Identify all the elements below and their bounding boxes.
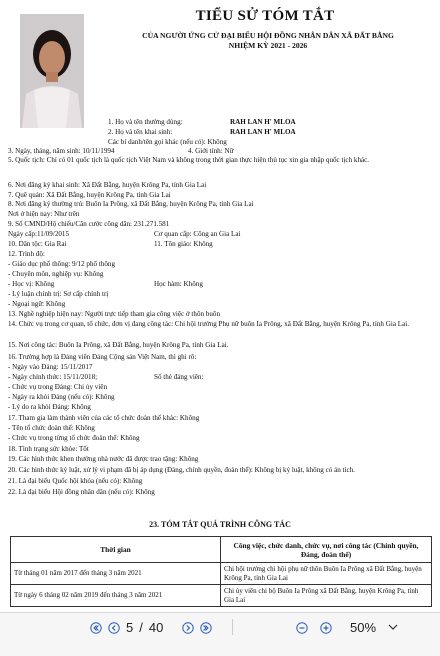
last-page-button[interactable]	[198, 619, 214, 637]
page-indicator[interactable]	[126, 617, 163, 637]
subtitle-line-1: CỦA NGƯỜI ỨNG CỬ ĐẠI BIỂU HỘI ĐỒNG NHÂN DÂN XÃ ĐẤT BẰNG	[142, 31, 394, 40]
portrait-photo	[20, 14, 84, 128]
field-current-residence: Nơi ở hiện nay: Như trên	[8, 210, 80, 218]
field-health: 18. Tình trạng sức khỏe: Tốt	[8, 445, 89, 453]
last-page-icon	[200, 622, 212, 634]
field-id-issue-date: Ngày cấp:11/09/2015	[8, 230, 70, 238]
field-party-position: - Chức vụ trong Đảng: Chi ủy viên	[8, 383, 108, 391]
field-common-name-value: RAH LAN H' MLOA	[230, 118, 296, 126]
field-party-heading: 16. Trường hợp là Đảng viên Đảng Cộng sản Việt Nam, thì ghi rõ:	[8, 353, 197, 361]
field-hometown: 7. Quê quán: Xã Đất Bằng, huyện Krông Pa, tỉnh Gia Lai	[8, 191, 171, 199]
field-education-heading: 12. Trình độ:	[8, 250, 45, 258]
field-professional-skill: - Chuyên môn, nghiệp vụ: Không	[8, 270, 104, 278]
field-political-theory: - Lý luận chính trị: Sơ cấp chính trị	[8, 290, 109, 298]
table-header-time: Thời gian	[11, 537, 221, 563]
field-foreign-language: - Ngoại ngữ: Không	[8, 300, 66, 308]
viewer-toolbar	[0, 612, 440, 656]
subtitle-line-2: NHIỆM KỲ 2021 - 2026	[228, 41, 308, 50]
field-academic-degree: - Học vị: Không	[8, 280, 55, 288]
page-total: 40	[148, 619, 164, 635]
next-page-button[interactable]	[180, 619, 196, 637]
table-header-work: Công việc, chức danh, chức vụ, nơi công tác (Chính quyền, Đảng, đoàn thể)	[221, 537, 432, 563]
field-gender: 4. Giới tính: Nữ	[188, 147, 234, 155]
field-birth-name-label: 2. Họ và tên khai sinh:	[108, 128, 173, 136]
first-page-icon	[90, 622, 102, 634]
table-row	[11, 563, 432, 585]
portrait-image	[20, 14, 84, 128]
field-awards: 19. Các hình thức khen thưởng nhà nước đã được trao tặng: Không	[8, 455, 199, 463]
first-page-button[interactable]	[88, 619, 104, 637]
field-peoples-council: 22. Là đại biểu Hội đồng nhân dân (nếu có): Không	[8, 488, 155, 496]
field-academic-title: Học hàm: Không	[154, 280, 203, 288]
field-occupation: 13. Nghề nghiệp hiện nay: Người trực tiếp tham gia công việc ở thôn buôn	[8, 310, 220, 318]
zoom-in-button[interactable]	[318, 619, 334, 637]
field-discipline: 20. Các hình thức kỷ luật, xử lý vi phạm đã bị áp dụng (Đảng, chính quyền, đoàn thể): Không bị kỷ luật, không có án tích.	[8, 466, 355, 474]
page-current: 5	[126, 619, 134, 635]
zoom-in-icon	[320, 622, 332, 634]
field-party-official-date: - Ngày chính thức: 15/11/2018;	[8, 373, 98, 381]
field-organizations: 17. Tham gia làm thành viên của các tổ chức đoàn thể khác: Không	[8, 414, 200, 422]
table-cell-work: Chi hội trưởng chi hội phụ nữ thôn Buôn Ia Prông xã Đất Bằng, huyện Krông Pa, tỉnh Gia Lai	[221, 563, 432, 585]
field-position: 14. Chức vụ trong cơ quan, tổ chức, đơn vị đang công tác: Chi hội trưởng Phụ nữ buôn Ia Prông, xã Đất Bằng, huyện Krông Pa, tỉnh Gia Lai.	[8, 320, 409, 328]
field-national-assembly: 21. Là đại biểu Quốc hội khóa (nếu có): Không	[8, 477, 143, 485]
field-id-issuer: Cơ quan cấp: Công an Gia Lai	[154, 230, 241, 238]
document-subtitle	[96, 31, 440, 51]
field-party-card-number: Số thẻ đảng viên:	[154, 373, 204, 381]
field-ethnicity: 10. Dân tộc: Gia Rai	[8, 240, 67, 248]
chevron-down-icon	[388, 623, 398, 631]
document-title: TIỂU SỬ TÓM TẮT	[195, 8, 335, 24]
field-birth-name-value: RAH LAN H' MLOA	[230, 128, 296, 136]
field-birth-registration: 6. Nơi đăng ký khai sinh: Xã Đất Bằng, huyện Krông Pa, tỉnh Gia Lai	[8, 181, 207, 189]
toolbar-divider	[232, 619, 233, 635]
field-aliases: Các bí danh/tên gọi khác (nếu có): Không	[108, 138, 227, 146]
zoom-level-select[interactable]	[350, 617, 398, 637]
chevron-right-icon	[182, 622, 194, 634]
field-workplace: 15. Nơi công tác: Buôn Ia Prông, xã Đất Bằng, huyện Krông Pa, tỉnh Gia Lai.	[8, 341, 229, 349]
table-cell-time: Từ tháng 01 năm 2017 đến tháng 3 năm 2021	[11, 563, 221, 585]
field-organization-position: - Chức vụ trong từng tổ chức đoàn thể: Không	[8, 434, 140, 442]
field-general-education: - Giáo dục phổ thông: 9/12 phổ thông	[8, 260, 115, 268]
zoom-out-icon	[296, 622, 308, 634]
section-work-history-title: 23. TÓM TẮT QUÁ TRÌNH CÔNG TÁC	[149, 520, 291, 529]
table-row	[11, 585, 432, 607]
page-separator: /	[139, 619, 143, 635]
field-party-leave-date: - Ngày ra khỏi Đảng (nếu có): Không	[8, 393, 115, 401]
table-cell-work: Chi ủy viên chi bộ Buôn Ia Prông xã Đất Bằng, huyện Krông Pa, tỉnh Gia Lai	[221, 585, 432, 607]
field-party-leave-reason: - Lý do ra khỏi Đảng: Không	[8, 403, 91, 411]
field-id-number: 9. Số CMND/Hộ chiếu/Căn cước công dân: 231.271.581	[8, 220, 170, 228]
field-permanent-residence: 8. Nơi đăng ký thường trú: Buôn Ia Prông, xã Đất Bằng, huyện Krông Pa, tỉnh Gia Lai	[8, 200, 254, 208]
zoom-level: 50%	[350, 619, 377, 635]
field-dob: 3. Ngày, tháng, năm sinh: 10/11/1994	[8, 147, 115, 155]
field-nationality: 5. Quốc tịch: Chỉ có 01 quốc tịch là quốc tịch Việt Nam và không trong thời gian thực hiện thủ tục xin gia nhập quốc tịch khác.	[8, 156, 370, 164]
work-history-table	[10, 536, 432, 607]
previous-page-button[interactable]	[106, 619, 122, 637]
table-header-row	[11, 537, 432, 563]
field-party-join-date: - Ngày vào Đảng: 15/11/2017	[8, 363, 93, 371]
chevron-left-icon	[108, 622, 120, 634]
field-religion: 11. Tôn giáo: Không	[154, 240, 213, 248]
zoom-out-button[interactable]	[294, 619, 310, 637]
table-cell-time: Từ ngày 6 tháng 02 năm 2019 đến tháng 3 năm 2021	[11, 585, 221, 607]
field-organization-name: - Tên tổ chức đoàn thể: Không	[8, 424, 95, 432]
field-common-name-label: 1. Họ và tên thường dùng:	[108, 118, 183, 126]
